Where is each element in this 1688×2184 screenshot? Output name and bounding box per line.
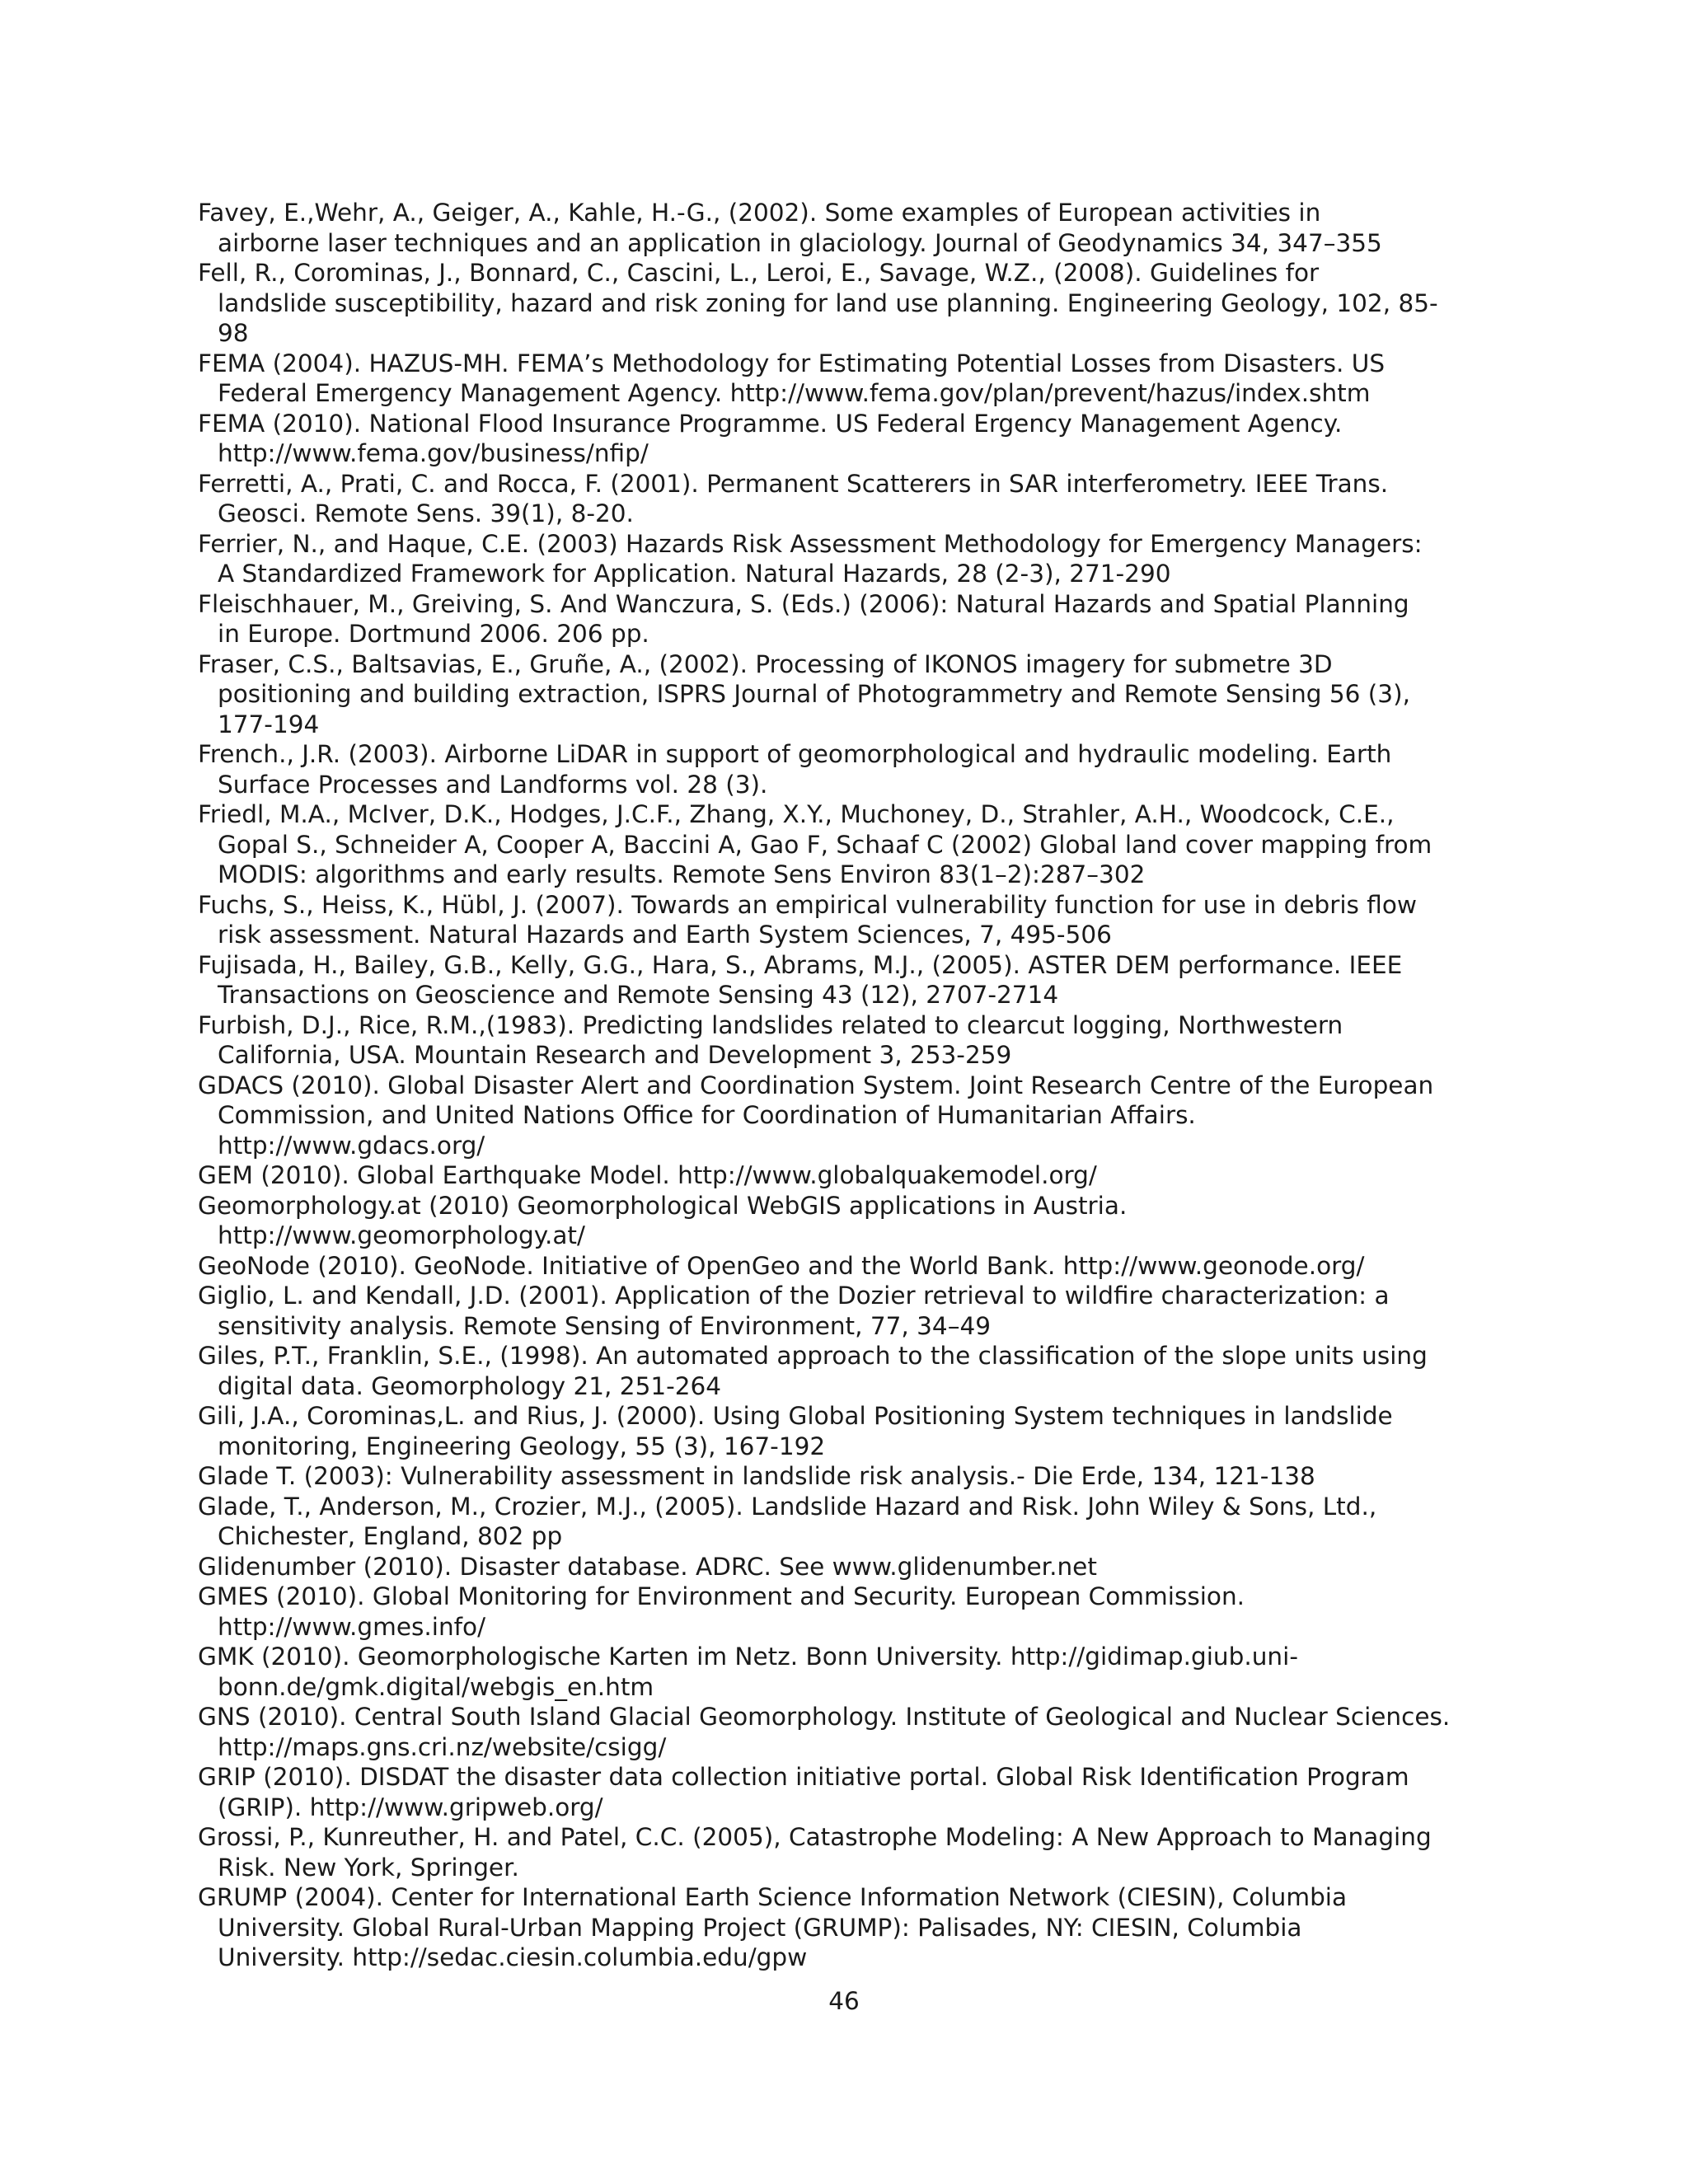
reference-entry: GRUMP (2004). Center for International Earth Science Information Network (CIESIN), Columbia University. Global Rural-Urban Mapping Project (GRUMP): Palisades, NY: CIESIN, Columbia University. http://sedac.ciesin.columbia.edu/gpw xyxy=(198,1883,1348,1971)
reference-entry: GDACS (2010). Global Disaster Alert and Coordination System. Joint Research Centre of the European Commission, and United Nations Office for Coordination of Humanitarian Affairs. http://www.gdacs.org/ xyxy=(198,1071,1434,1160)
reference-entry: Giles, P.T., Franklin, S.E., (1998). An automated approach to the classification of the slope units using digital data. Geomorphology 21, 251-264 xyxy=(198,1342,1428,1400)
reference-entry: Grossi, P., Kunreuther, H. and Patel, C.C. (2005), Catastrophe Modeling: A New Approach to Managing Risk. New York, Springer. xyxy=(198,1823,1432,1882)
reference-entry: GMK (2010). Geomorphologische Karten im Netz. Bonn University. http://gidimap.giub.uni- bonn.de/gmk.digital/webgis_en.htm xyxy=(198,1643,1298,1701)
reference-entry: GNS (2010). Central South Island Glacial Geomorphology. Institute of Geological and Nuclear Sciences. http://maps.gns.cri.nz/website/csigg/ xyxy=(198,1703,1451,1761)
page-number: 46 xyxy=(828,1987,860,2015)
reference-entry: GMES (2010). Global Monitoring for Environment and Security. European Commission. http://www.gmes.info/ xyxy=(198,1582,1245,1641)
reference-entry: Ferretti, A., Prati, C. and Rocca, F. (2001). Permanent Scatterers in SAR interferometry. IEEE Trans. Geosci. Remote Sens. 39(1), 8-20. xyxy=(198,469,1389,527)
reference-entry: Geomorphology.at (2010) Geomorphological WebGIS applications in Austria. http://www.geomorphology.at/ xyxy=(198,1191,1128,1249)
reference-entry: Fujisada, H., Bailey, G.B., Kelly, G.G., Hara, S., Abrams, M.J., (2005). ASTER DEM performance. IEEE Transactions on Geoscience and Remote Sensing 43 (12), 2707-2714 xyxy=(198,950,1403,1009)
reference-entry: Ferrier, N., and Haque, C.E. (2003) Hazards Risk Assessment Methodology for Emergency Managers: A Standardized Framework for Application. Natural Hazards, 28 (2-3), 271-290 xyxy=(198,529,1423,588)
reference-entry: GRIP (2010). DISDAT the disaster data collection initiative portal. Global Risk Identification Program (GRIP). http://www.gripweb.org/ xyxy=(198,1763,1409,1821)
reference-entry: Friedl, M.A., McIver, D.K., Hodges, J.C.F., Zhang, X.Y., Muchoney, D., Strahler, A.H., Woodcock, C.E., Gopal S., Schneider A, Cooper A, Baccini A, Gao F, Schaaf C (2002) Global land cover mapping from MODIS: algorithms and early results. Remote Sens Environ 83(1–2):287–302 xyxy=(198,800,1432,888)
reference-entry: Fraser, C.S., Baltsavias, E., Gruñe, A., (2002). Processing of IKONOS imagery for submetre 3D positioning and building extraction, ISPRS Journal of Photogrammetry and Remote Sensing 56 (3), 177-194 xyxy=(198,649,1410,738)
reference-entry: Fuchs, S., Heiss, K., Hübl, J. (2007). Towards an empirical vulnerability function for use in debris flow risk assessment. Natural Hazards and Earth System Sciences, 7, 495-506 xyxy=(198,890,1418,949)
reference-entry: Favey, E.,Wehr, A., Geiger, A., Kahle, H.-G., (2002). Some examples of European activities in airborne laser techniques and an application in glaciology. Journal of Geodynamics 34, 347–355 xyxy=(198,199,1382,257)
reference-entry: Fell, R., Corominas, J., Bonnard, C., Cascini, L., Leroi, E., Savage, W.Z., (2008). Guidelines for landslide susceptibility, hazard and risk zoning for land use planning. Engineering Geology, 102, 85- 98 xyxy=(198,259,1438,347)
reference-entry: FEMA (2010). National Flood Insurance Programme. US Federal Ergency Management Agency. http://www.fema.gov/business/nfip/ xyxy=(198,409,1343,467)
reference-entry: French., J.R. (2003). Airborne LiDAR in support of geomorphological and hydraulic modeling. Earth Surface Processes and Landforms vol. 28 (3). xyxy=(198,740,1392,799)
reference-entry: GEM (2010). Global Earthquake Model. http://www.globalquakemodel.org/ xyxy=(198,1161,1097,1189)
reference-entry: FEMA (2004). HAZUS-MH. FEMA’s Methodology for Estimating Potential Losses from Disasters. US Federal Emergency Management Agency. http://www.fema.gov/plan/prevent/hazus/index.shtm xyxy=(198,349,1386,407)
reference-entry: Glade T. (2003): Vulnerability assessment in landslide risk analysis.- Die Erde, 134, 121-138 xyxy=(198,1462,1315,1490)
reference-entry: Giglio, L. and Kendall, J.D. (2001). Application of the Dozier retrieval to wildfire characterization: a sensitivity analysis. Remote Sensing of Environment, 77, 34–49 xyxy=(198,1282,1390,1340)
reference-entry: Glade, T., Anderson, M., Crozier, M.J., (2005). Landslide Hazard and Risk. John Wiley & Sons, Ltd., Chichester, England, 802 pp xyxy=(198,1492,1377,1550)
reference-entry: Fleischhauer, M., Greiving, S. And Wanczura, S. (Eds.) (2006): Natural Hazards and Spatial Planning in Europe. Dortmund 2006. 206 pp. xyxy=(198,589,1409,648)
reference-entry: GeoNode (2010). GeoNode. Initiative of OpenGeo and the World Bank. http://www.geonode.org/ xyxy=(198,1251,1365,1280)
reference-entry: Gili, J.A., Corominas,L. and Rius, J. (2000). Using Global Positioning System techniques in landslide monitoring, Engineering Geology, 55 (3), 167-192 xyxy=(198,1402,1393,1460)
reference-entry: Glidenumber (2010). Disaster database. ADRC. See www.glidenumber.net xyxy=(198,1552,1097,1581)
reference-entry: Furbish, D.J., Rice, R.M.,(1983). Predicting landslides related to clearcut logging, Northwestern California, USA. Mountain Research and Development 3, 253-259 xyxy=(198,1010,1343,1069)
reference-list xyxy=(198,198,1533,1973)
